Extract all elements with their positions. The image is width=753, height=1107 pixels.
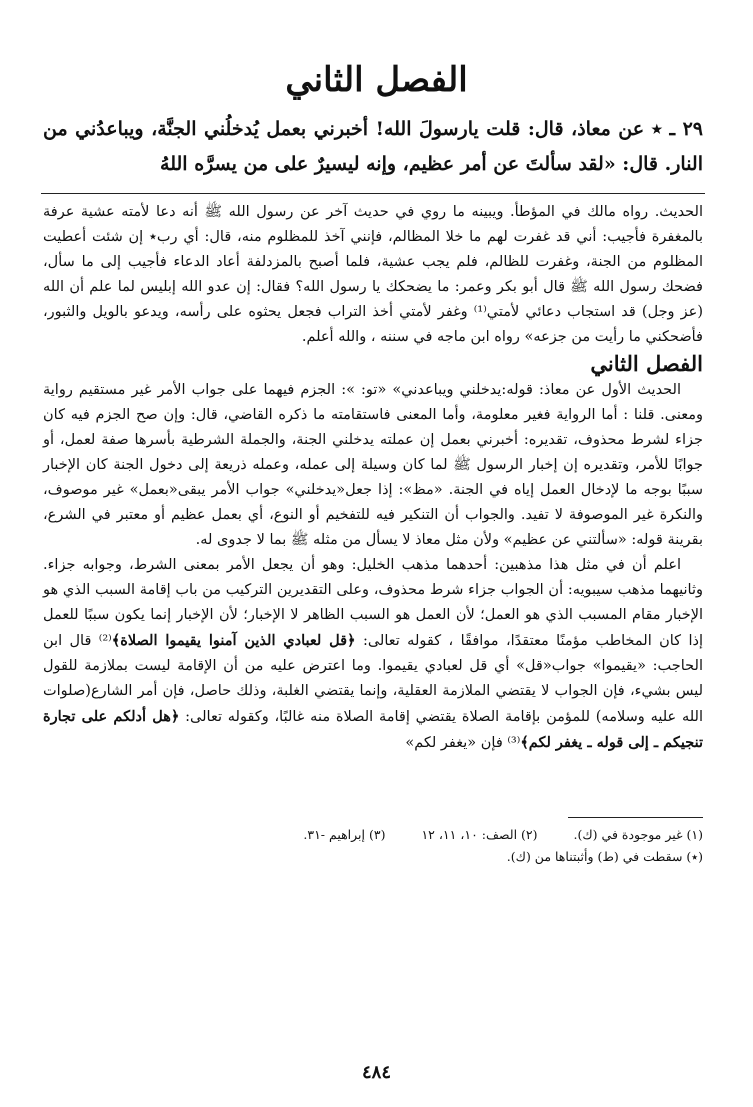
footnote: (٢) الصف: ١٠، ١١، ١٢ — [421, 827, 538, 842]
paragraph-text: ⁽²⁾ قال ابن الحاجب: «يقيموا» جواب«قل» أي قل لعبادي يقيموا. وما اعترض عليه من أن الإقامة ليست بملازمة للقول ليس بشيء، فإن الجواب لا يقتضي الملازمة العقلية، وإنما يقتضي الغلبة، وذلك حاصل، فإن أمر الشارع(صلوات الله عليه وسلامه) للمؤمن بإقامة الصلاة يقتضي إقامة الصلاة منه غالبًا، وكقوله تعالى: — [43, 633, 703, 725]
separator-line — [41, 193, 705, 194]
commentary-paragraph — [43, 553, 703, 756]
hadith-text: ٢٩ ـ ٭ عن معاذ، قال: قلت يارسولَ الله! أخبرني بعمل يُدخلُني الجنَّة، ويباعدُني من النار. قال: «لقد سألتَ عن أمر عظيم، وإنه ليسيرٌ على من يسرَّه اللهُ — [43, 118, 703, 175]
paragraph-text: اعلم أن في مثل هذا مذهبين: أحدهما مذهب الخليل: وهو أن يجعل الأمر بمعنى الشرط، وجوابه جزاء. وثانيهما مذهب سيبويه: أن الجواب جزاء شرط محذوف، وعلى التقديرين التركيب من باب إقامة السبب الذي هو الإخبار مقام المسبب الذي هو العمل؛ لأن العمل هو السبب الظاهر لا الإخبار؛ لأن الإخبار إنما يكون سببًا للعمل إذا كان المخاطب مؤمنًا معتقدًا، موافقًا ، كقوله تعالى: — [43, 557, 703, 649]
footnote-row — [43, 824, 703, 846]
paragraph-text: ⁽³⁾ فإن «يغفر لكم» — [405, 735, 521, 751]
section-subtitle: الفصل الثاني — [590, 351, 703, 376]
footnote-separator — [568, 817, 703, 818]
quran-verse: ﴿هل أدلكم على تجارة تنجيكم ـ إلى قوله ـ يغفر لكم﴾ — [43, 708, 703, 751]
footnote: (١) غير موجودة في (ك). — [573, 827, 703, 842]
chapter-title: الفصل الثاني — [285, 60, 468, 100]
commentary-body — [43, 200, 703, 756]
footnote: (٭) سقطت في (ط) وأثبتناها من (ك). — [506, 849, 703, 864]
footnote: (٣) إبراهيم -٣١. — [303, 827, 386, 842]
commentary-paragraph: الحديث. رواه مالك في المؤطأ. ويبينه ما روي في حديث آخر عن رسول الله ﷺ أنه دعا لأمته عشية عرفة بالمغفرة فأجيب: أني قد غفرت لهم ما خلا المظالم، فإنني آخذ للمظلوم منه، قال: أي رب٭ إن شئت أعطيت المظلوم من الجنة، وغفرت للظالم، فلم يجب عشية، فلما أصبح بالمزدلفة أعاد الدعاء فأجيب إلى ما سأل، فضحك رسول الله ﷺ قال أبو بكر وعمر: ما يضحكك يا رسول الله؟ فقال: إن عدو الله إبليس لما علم أن الله (عز وجل) قد استجاب دعائي لأمتي⁽¹⁾ وغفر لأمتي أخذ التراب فجعل يحثوه على رأسه، ويدعو بالويل والثبور، فأضحكني ما رأيت من جزعه» رواه ابن ماجه في سننه ، والله أعلم. — [43, 204, 703, 345]
page-number: ٤٨٤ — [361, 1062, 391, 1083]
quran-verse: ﴿قل لعبادي الذين آمنوا يقيموا الصلاة﴾ — [111, 632, 356, 649]
footnotes — [43, 824, 703, 868]
commentary-paragraph: الحديث الأول عن معاذ: قوله:يدخلني ويباعدني» «تو: »: الجزم فيهما على جواب الأمر غير مستقيم رواية ومعنى. قلنا : أما الرواية فغير معلومة، وأما المعنى فاستقامته ما ذكره القاضي، قال: وإن صح الجزم فيه كان جزاء لشرط محذوف، تقديره: أخبرني بعمل إن عملته يدخلني الجنة، والجملة الشرطية بأسرها صفة لعمل، أو جوابًا للأمر، وتقديره إن إخبار الرسول ﷺ لما كان وسيلة إلى عمله، وعمله ذريعة إلى دخول الجنة كان الإخبار سببًا بوجه ما لإدخال العمل إياه في الجنة. «مظ»: إذا جعل«يدخلني» جواب الأمر يبقى«بعمل» غير موصوف، والنكرة غير الموصوفة لا تفيد. والجواب أن التنكير فيه للتفخيم أو النوع، أي بعمل عظيم أو معتبر في الشرع، بقرينة قوله: «سألتني عن عظيم» ولأن مثل معاذ لا يسأل من مثله ﷺ بما لا جدوى له. — [43, 382, 703, 548]
